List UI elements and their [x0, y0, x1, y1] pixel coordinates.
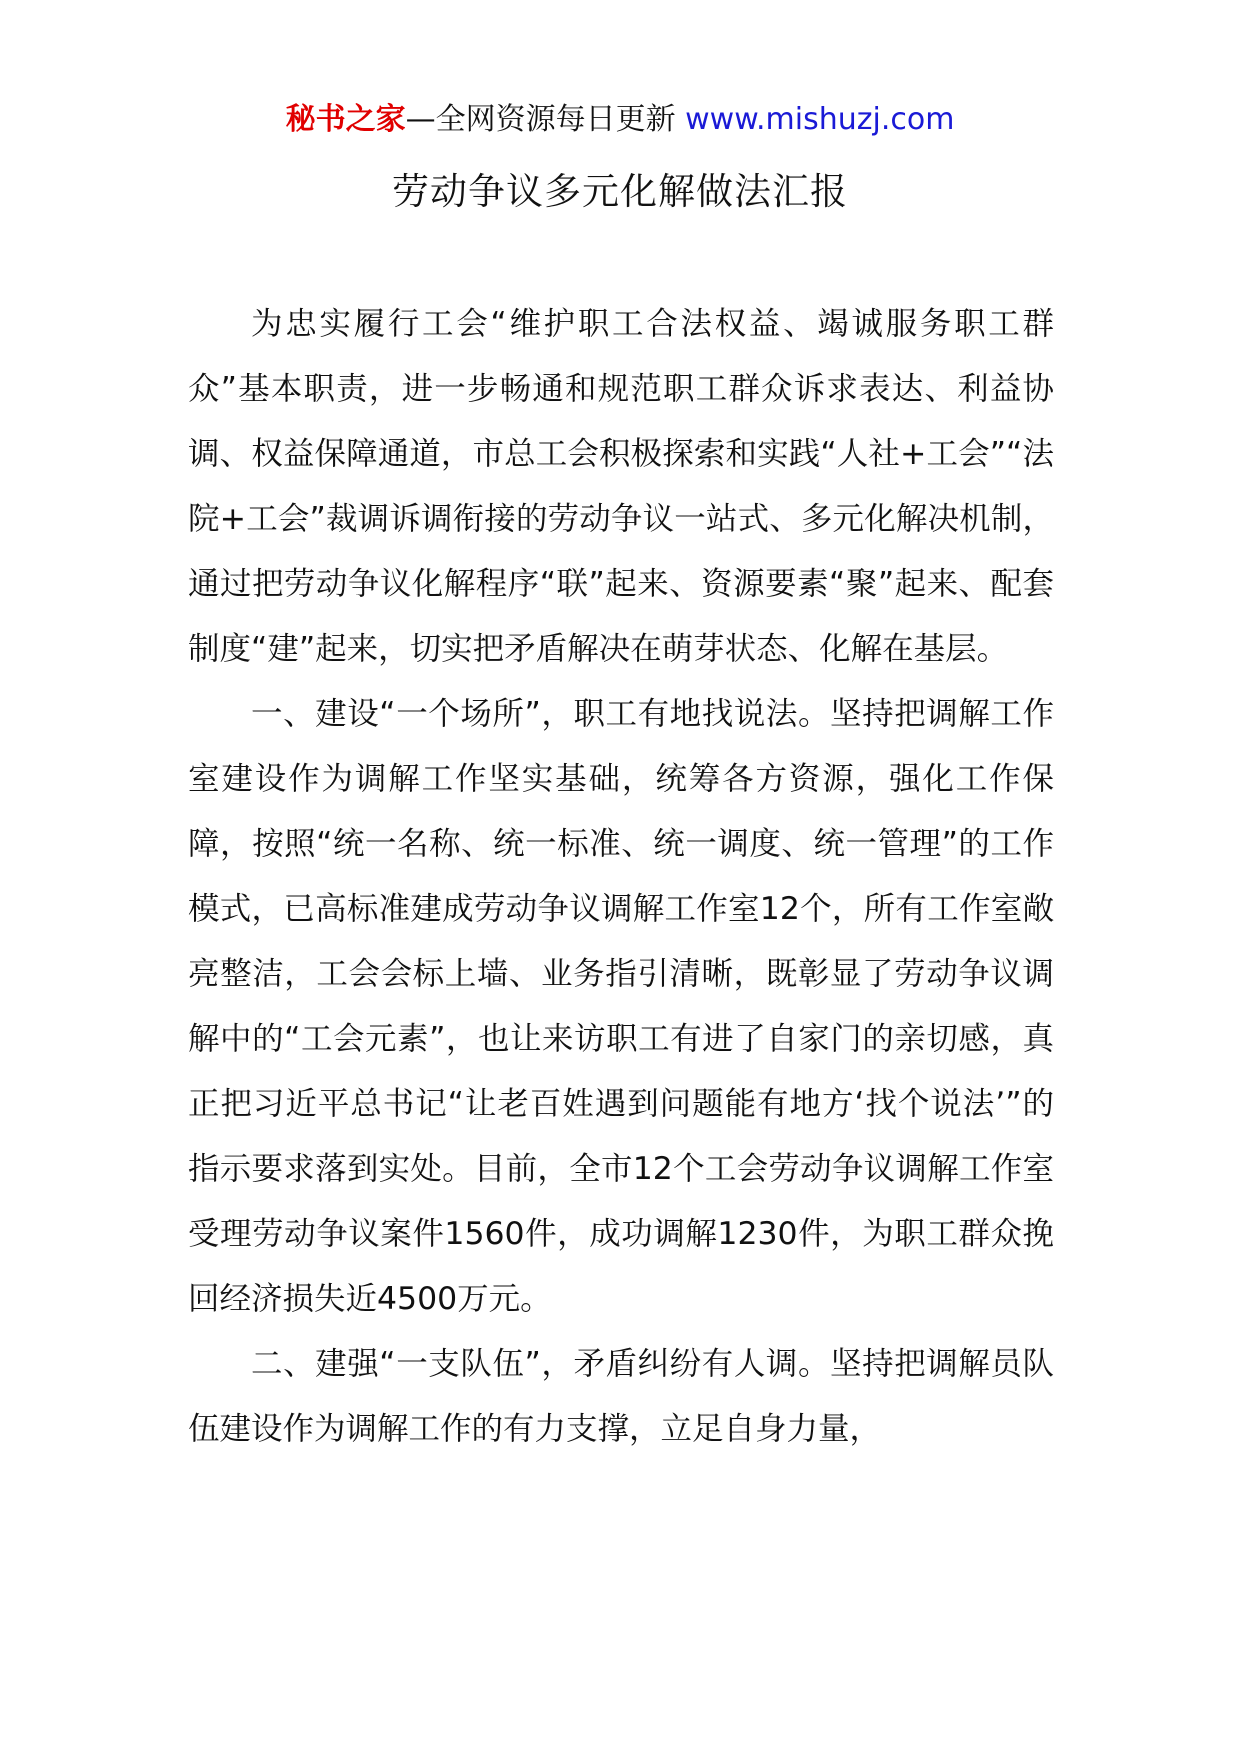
site-header [0, 100, 1240, 140]
site-url-link[interactable]: www.mishuzj.com [685, 102, 955, 137]
intro-paragraph: 为忠实履行工会“维护职工合法权益、竭诚服务职工群众”基本职责，进一步畅通和规范职工群众诉求表达、利益协调、权益保障通道，市总工会积极探索和实践“人社+工会”“法院+工会”裁调诉调衔接的劳动争议一站式、多元化解决机制，通过把劳动争议化解程序“联”起来、资源要素“聚”起来、配套制度“建”起来，切实把矛盾解决在萌芽状态、化解在基层。 [188, 306, 1054, 667]
document-body [188, 292, 1054, 1462]
document-title: 劳动争议多元化解做法汇报 [392, 170, 848, 213]
header-tagline: —全网资源每日更新 [405, 102, 676, 137]
brand-name: 秘书之家 [285, 102, 406, 137]
section-one-paragraph: 一、建设“一个场所”，职工有地找说法。坚持把调解工作室建设作为调解工作坚实基础，统筹各方资源，强化工作保障，按照“统一名称、统一标准、统一调度、统一管理”的工作模式，已高标准建成劳动争议调解工作室12个，所有工作室敞亮整洁，工会会标上墙、业务指引清晰，既彰显了劳动争议调解中的“工会元素”，也让来访职工有进了自家门的亲切感，真正把习近平总书记“让老百姓遇到问题能有地方‘找个说法’”的指示要求落到实处。目前，全市12个工会劳动争议调解工作室受理劳动争议案件1560件，成功调解1230件，为职工群众挽回经济损失近4500万元。 [188, 696, 1054, 1317]
section-two-paragraph: 二、建强“一支队伍”，矛盾纠纷有人调。坚持把调解员队伍建设作为调解工作的有力支撑，立足自身力量， [188, 1346, 1054, 1447]
